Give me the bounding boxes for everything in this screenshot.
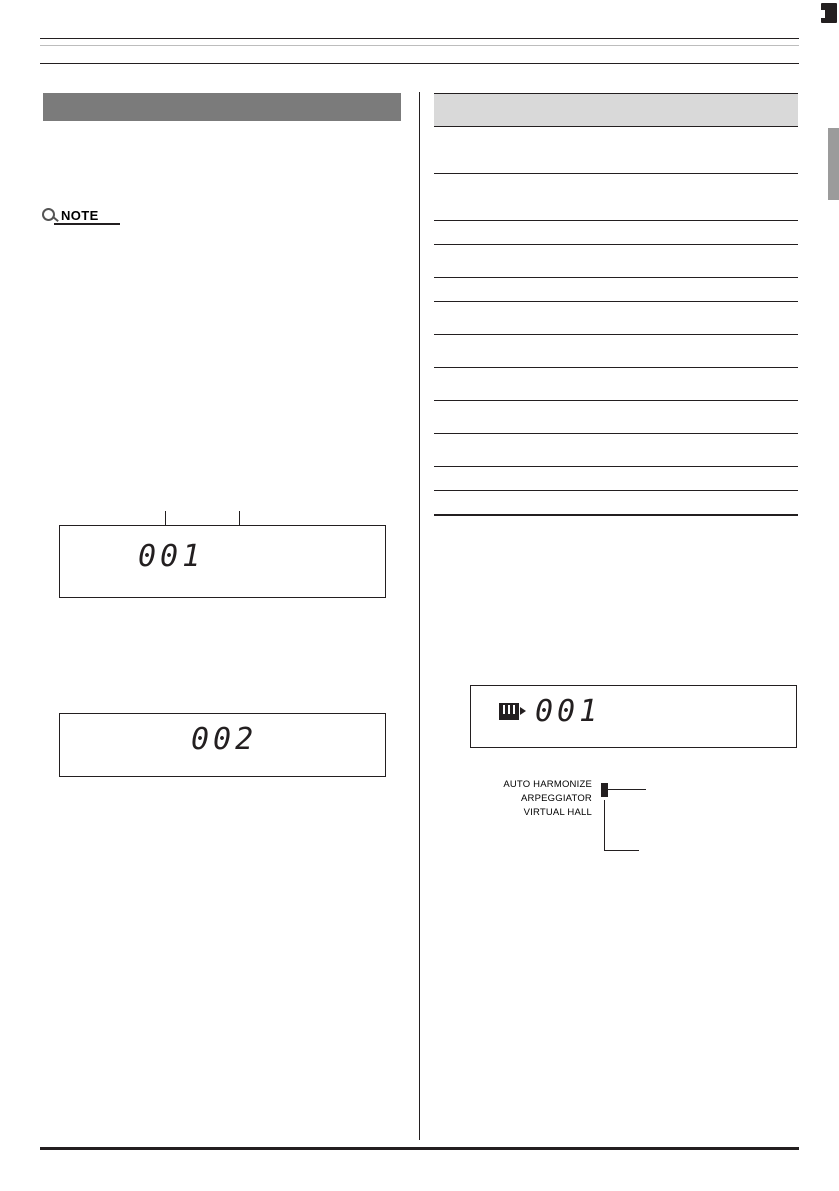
table-header-row (434, 94, 798, 127)
table-cell (582, 368, 798, 401)
page-footer-rule (40, 1147, 799, 1150)
callout-line-bottom (604, 850, 639, 851)
keyboard-icon-key (503, 705, 505, 714)
callout-line-top (604, 789, 646, 790)
table-row (434, 127, 798, 174)
table-cell (582, 174, 798, 221)
table-row (434, 335, 798, 368)
table-row (434, 434, 798, 467)
table-cell (582, 127, 798, 174)
table-cell (492, 278, 582, 302)
callout-line-vertical (604, 800, 605, 850)
lcd-display-1 (59, 525, 386, 598)
table-row (434, 245, 798, 278)
table-cell (434, 335, 492, 368)
table-cell (492, 401, 582, 434)
indicator-labels (470, 778, 592, 820)
table-row (434, 278, 798, 302)
table-cell (582, 221, 798, 245)
page-tab-notch (817, 10, 825, 18)
table-cell (434, 491, 492, 516)
note-badge (42, 206, 120, 226)
parameter-table (434, 93, 798, 516)
table-row (434, 491, 798, 516)
table-header-cell-3 (582, 94, 798, 127)
table-cell (492, 368, 582, 401)
table-cell (492, 174, 582, 221)
table-row (434, 401, 798, 434)
table-cell (492, 221, 582, 245)
table-cell (582, 401, 798, 434)
chapter-edge-marker (828, 128, 839, 200)
table-cell (492, 434, 582, 467)
table-cell (582, 434, 798, 467)
table-cell (492, 491, 582, 516)
keyboard-arrow-icon (520, 707, 526, 715)
table-cell (434, 368, 492, 401)
table-cell (582, 335, 798, 368)
lcd-display-2-digits: 002 (191, 722, 258, 757)
table-cell (582, 302, 798, 335)
table-header-cell-1 (434, 94, 492, 127)
table-cell (434, 174, 492, 221)
page-header-rule (40, 38, 799, 64)
table-cell (434, 278, 492, 302)
table-row (434, 467, 798, 491)
indicator-block-icon (601, 783, 608, 797)
table-row (434, 302, 798, 335)
table-row (434, 174, 798, 221)
table-cell (434, 245, 492, 278)
header-inner-rule (40, 45, 799, 46)
table-cell (434, 401, 492, 434)
table-cell (582, 467, 798, 491)
indicator-label-virtual-hall: VIRTUAL HALL (523, 807, 592, 818)
table-row (434, 221, 798, 245)
table-cell (492, 127, 582, 174)
table-cell (492, 302, 582, 335)
note-label: NOTE (61, 208, 99, 223)
indicator-callout (470, 778, 670, 856)
lcd-display-3-digits: 001 (535, 694, 602, 729)
column-divider (419, 92, 420, 1140)
keyboard-icon (499, 703, 525, 720)
lcd-display-1-digits: 001 (138, 539, 205, 574)
lcd-display-3 (470, 685, 797, 748)
table-cell (434, 127, 492, 174)
table-cell (492, 467, 582, 491)
table-header-cell-2 (492, 94, 582, 127)
lcd-display-2 (59, 713, 386, 777)
table-cell (582, 491, 798, 516)
indicator-label-auto-harmonize: AUTO HARMONIZE (503, 779, 592, 790)
table-cell (434, 302, 492, 335)
section-header-bar (43, 93, 401, 121)
table-row (434, 368, 798, 401)
table-cell (582, 245, 798, 278)
keyboard-icon-key (508, 705, 510, 714)
table-cell (434, 221, 492, 245)
keyboard-icon-key (513, 705, 515, 714)
table-cell (582, 278, 798, 302)
table-cell (492, 335, 582, 368)
table-cell (434, 434, 492, 467)
table-cell (434, 467, 492, 491)
indicator-label-arpeggiator: ARPEGGIATOR (520, 793, 592, 804)
table-cell (492, 245, 582, 278)
